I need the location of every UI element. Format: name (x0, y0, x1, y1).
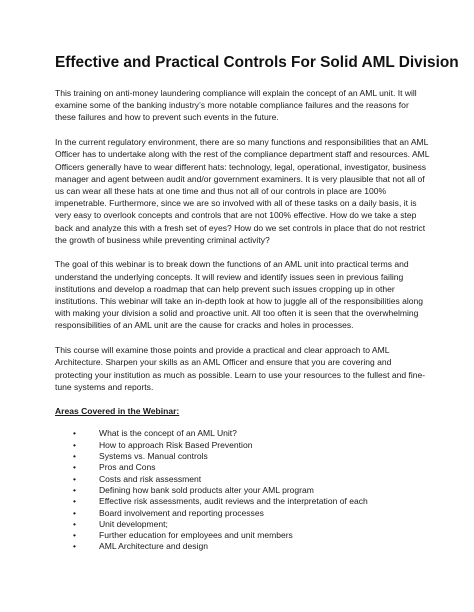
list-item-text: Further education for employees and unit members (99, 530, 293, 541)
list-item (73, 496, 430, 507)
list-item-text: AML Architecture and design (99, 541, 208, 552)
list-item (73, 428, 430, 439)
bullet-icon: • (73, 473, 76, 484)
list-item-text: Costs and risk assessment (99, 473, 202, 484)
bullet-icon: • (73, 541, 76, 552)
list-item (73, 541, 430, 552)
list-item-text: Pros and Cons (99, 462, 156, 473)
list-item (73, 508, 430, 519)
paragraph-regulatory-environment: In the current regulatory environment, there are so many functions and responsibilities that an AML Officer has to undertake along with the rest of the compliance department staff and resources. AML Officers generally have to wear different hats: technology, legal, operational, investigator, business manager and agent between audit and/or government examiners. It is very plausible that not all of us can wear all these hats at one time and thus not all of our controls in place are 100% impenetrable. Furthermore, since we are so involved with all of these tasks on a daily basis, it is very easy to overlook concepts and controls that are not 100% effective. How do we take a step back and analyze this with a fresh set of eyes? How do we set controls in place that do not restrict the growth of business while preventing criminal activity? (55, 137, 430, 245)
document-title: Effective and Practical Controls For Solid AML Division (55, 54, 459, 71)
bullet-icon: • (73, 439, 76, 450)
list-item (73, 519, 430, 530)
list-item-text: Systems vs. Manual controls (99, 451, 208, 462)
bullet-icon: • (73, 496, 76, 507)
list-item (73, 474, 430, 485)
bullet-icon: • (73, 507, 76, 518)
paragraph-webinar-goal: The goal of this webinar is to break down the functions of an AML unit into practical terms and understand the underlying concepts. It will review and identify issues seen in previous failing institutions and develop a roadmap that can help prevent such issues cropping up in other institutions. This webinar will take an in-depth look at how to juggle all of the responsibilities along with making your division a solid and proactive unit. All too often it is seen that the overwhelming responsibilities of an AML unit are the cause for cracks and holes in processes. (55, 259, 424, 331)
list-item-text: Effective risk assessments, audit reviews and the interpretation of each (99, 496, 368, 507)
list-item (73, 451, 430, 462)
list-item-text: Defining how bank sold products alter your AML program (99, 484, 314, 495)
bullet-icon: • (73, 428, 76, 439)
paragraph-intro: This training on anti-money laundering compliance will explain the concept of an AML unit. It will examine some of the banking industry’s more notable compliance failures and the reasons for these failures and how to prevent such events in the future. (55, 88, 417, 123)
areas-covered-list (55, 428, 430, 552)
list-item (73, 440, 430, 451)
bullet-icon: • (73, 462, 76, 473)
list-item-text: Unit development; (99, 518, 168, 529)
paragraph-course-summary: This course will examine those points and provide a practical and clear approach to AML Architecture. Sharpen your skills as an AML Officer and ensure that you are covering and protecting your institution as much as possible. Learn to use your resources to the fullest and fine-tune systems and reports. (55, 345, 426, 392)
bullet-icon: • (73, 451, 76, 462)
areas-covered-heading: Areas Covered in the Webinar: (55, 406, 180, 417)
list-item-text: What is the concept of an AML Unit? (99, 428, 237, 439)
list-item-text: Board involvement and reporting processes (99, 507, 264, 518)
bullet-icon: • (73, 518, 76, 529)
list-item (73, 462, 430, 473)
bullet-icon: • (73, 484, 76, 495)
list-item (73, 485, 430, 496)
list-item-text: How to approach Risk Based Prevention (99, 439, 253, 450)
list-item (73, 530, 430, 541)
bullet-icon: • (73, 530, 76, 541)
